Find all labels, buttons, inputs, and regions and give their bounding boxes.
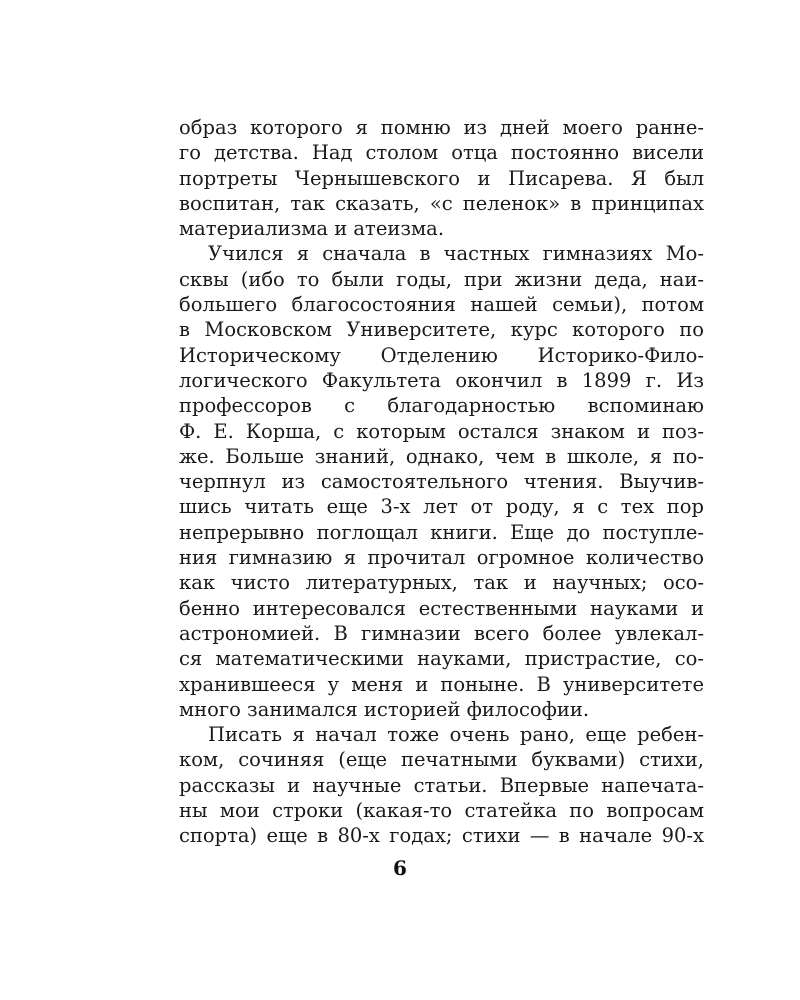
text-line: хранившееся у меня и поныне. В университете: [179, 672, 704, 696]
text-line: портреты Чернышевского и Писарева. Я был: [179, 166, 704, 190]
text-line: черпнул из самостоятельного чтения. Выучив-: [179, 470, 704, 494]
text-line: шись читать еще 3-х лет от роду, я с тех пор: [179, 495, 704, 519]
text-line: много занимался историей философии.: [179, 697, 590, 721]
text-line: ны мои строки (какая-то статейка по вопросам: [179, 799, 704, 823]
text-line: Учился я сначала в частных гимназиях Мо-: [208, 242, 704, 266]
text-line: Писать я начал тоже очень рано, еще ребен-: [208, 723, 704, 747]
text-line: непрерывно поглощал книги. Еще до поступле-: [179, 520, 704, 544]
text-line: Ф. Е. Корша, с которым остался знаком и поз-: [179, 419, 704, 443]
text-line: ся математическими науками, пристрастие, со-: [179, 647, 704, 671]
text-line: профессоров с благодарностью вспоминаю: [179, 394, 704, 418]
text-line: образ которого я помню из дней моего ранне-: [179, 116, 704, 139]
text-line: в Московском Университете, курс которого по: [179, 318, 704, 342]
text-line: ком, сочиняя (еще печатными буквами) стихи,: [179, 748, 704, 772]
text-line: астрономией. В гимназии всего более увлекал-: [179, 621, 704, 645]
text-line: сквы (ибо то были годы, при жизни деда, наи-: [179, 267, 704, 291]
body-text: [179, 115, 704, 849]
page-number: 6: [393, 856, 407, 880]
text-line: ния гимназию я прочитал огромное количество: [179, 546, 704, 570]
text-line: как чисто литературных, так и научных; осо-: [179, 571, 704, 595]
text-line: бенно интересовался естественными науками и: [179, 596, 704, 620]
text-line: рассказы и научные статьи. Впервые напечата-: [179, 773, 704, 797]
text-line: большего благосостояния нашей семьи), потом: [179, 293, 704, 317]
text-line: же. Больше знаний, однако, чем в школе, я по-: [179, 444, 704, 468]
text-line: спорта) еще в 80-х годах; стихи — в начале 90-х: [179, 824, 704, 848]
text-line: Историческому Отделению Историко-Фило-: [179, 343, 704, 367]
text-line: воспитан, так сказать, «с пеленок» в принципах: [179, 191, 704, 215]
text-line: материализма и атеизма.: [179, 217, 445, 241]
text-line: логического Факультета окончил в 1899 г. Из: [179, 368, 704, 392]
text-line: го детства. Над столом отца постоянно висели: [179, 141, 704, 165]
